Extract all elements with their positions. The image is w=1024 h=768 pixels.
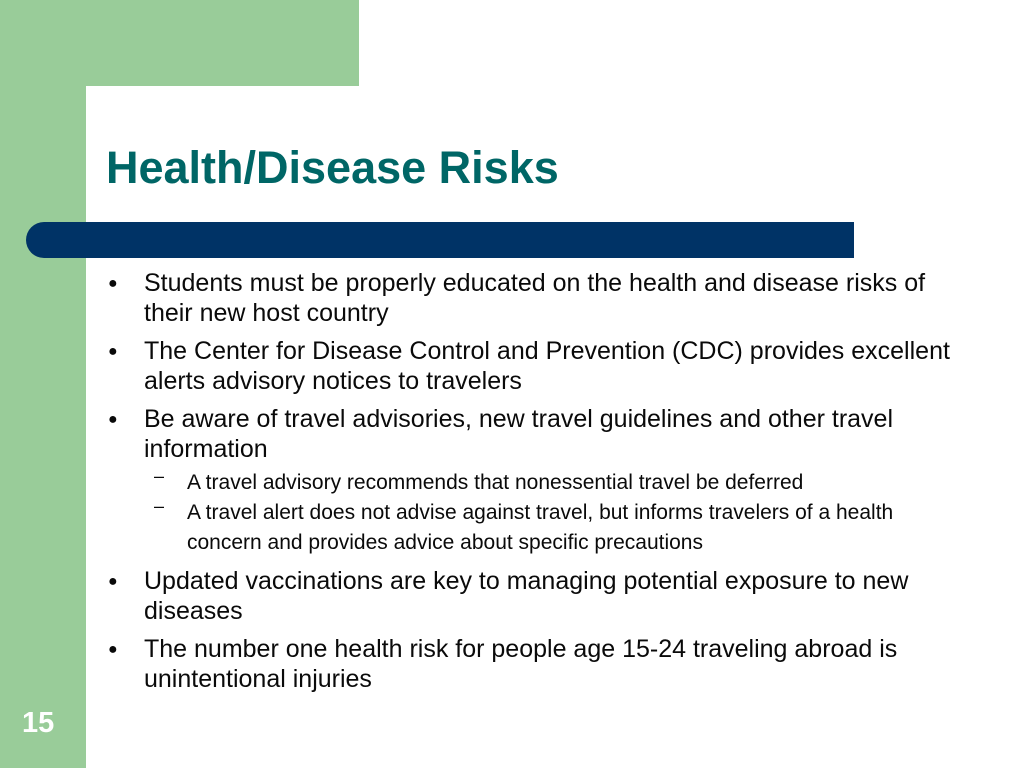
bullet-dot-icon: ●: [108, 411, 118, 428]
bullet-dot-icon: ●: [108, 343, 118, 360]
bullet-text: Students must be properly educated on the health and disease risks of their new host country: [144, 269, 926, 327]
bullet-item: [104, 336, 964, 396]
bullet-dot-icon: ●: [108, 641, 118, 658]
bullet-list: [104, 268, 964, 702]
sub-bullet-text: A travel advisory recommends that nonessential travel be deferred: [187, 471, 804, 494]
page-number: 15: [22, 707, 55, 739]
bullet-text: The Center for Disease Control and Prevention (CDC) provides excellent alerts advisory notices to travelers: [144, 337, 950, 395]
slide-title: Health/Disease Risks: [106, 142, 559, 193]
bullet-text: The number one health risk for people age 15-24 traveling abroad is unintentional injuries: [144, 635, 898, 693]
sub-bullet-item: [144, 498, 964, 558]
sub-bullet-text: A travel alert does not advise against travel, but informs travelers of a health concern and provides advice about specific precautions: [187, 501, 894, 554]
top-green-band: [0, 0, 359, 86]
sub-bullet-list: [144, 468, 964, 558]
bullet-dot-icon: ●: [108, 573, 118, 590]
bullet-text: Be aware of travel advisories, new travel guidelines and other travel information: [144, 405, 894, 463]
bullet-item: [104, 634, 964, 694]
bullet-dot-icon: ●: [108, 275, 118, 292]
bullet-item: [104, 566, 964, 626]
dash-icon: –: [154, 496, 165, 516]
bullet-item: [104, 268, 964, 328]
left-green-band: [0, 0, 86, 768]
dash-icon: –: [154, 466, 165, 486]
title-underline-bar: [26, 222, 854, 258]
bullet-text: Updated vaccinations are key to managing potential exposure to new diseases: [144, 567, 909, 625]
bullet-item: [104, 404, 964, 558]
sub-bullet-item: [144, 468, 964, 498]
